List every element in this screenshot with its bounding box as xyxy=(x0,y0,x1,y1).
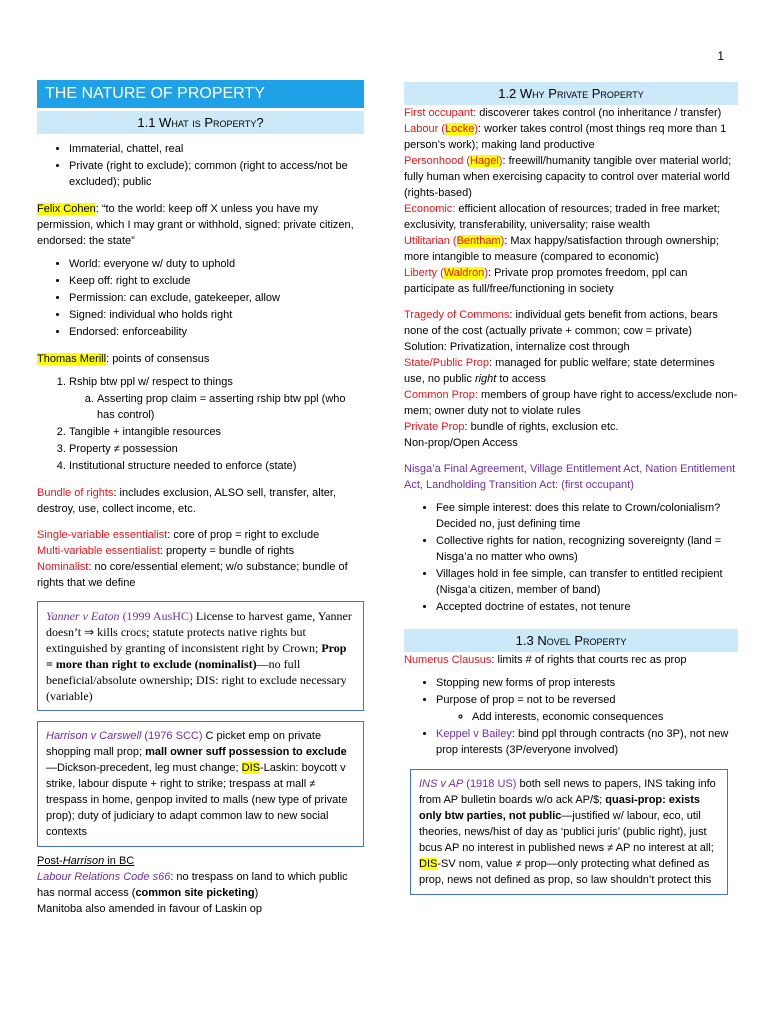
property-types-list xyxy=(37,141,364,190)
tragedy-paragraph: Tragedy of Commons: individual gets benefit from actions, bears none of the cost (actually private + common; cow = private) xyxy=(404,309,718,337)
merill-paragraph: Thomas Merill: points of consensus xyxy=(37,353,210,365)
list-item: • Fee simple interest: does this relate to Crown/colonialism? Decided no, just defining time xyxy=(436,500,738,532)
section-1-2-heading: 1.2 Why Private Property xyxy=(404,82,738,105)
list-item: • Stopping new forms of prop interests xyxy=(436,675,738,691)
list-item: • Immaterial, chattel, real xyxy=(69,141,364,157)
list-item: • Purpose of prop = not to be reversed ◦ Add interests, economic consequences xyxy=(436,692,738,725)
multi-variable-paragraph: Multi-variable essentialist: property = bundle of rights xyxy=(37,545,295,557)
cohen-name: Felix Cohen xyxy=(37,203,96,215)
first-occupant-paragraph: First occupant: discoverer takes control (no inheritance / transfer) xyxy=(404,107,722,119)
single-variable-paragraph: Single-variable essentialist: core of prop = right to exclude xyxy=(37,529,320,541)
harrison-case-box: Harrison v Carswell (1976 SCC) C picket emp on private shopping mall prop; mall owner suff possession to exclude—Dickson-precedent, leg must change; DIS-Laskin: boycott v strike, labour dispute + right to strike; trespass at mall ≠ trespass in home, genpop invited to malls (new type of private prop); duty of judiciary to adapt common law to new social contexts xyxy=(37,721,364,847)
list-item: ◦ Add interests, economic consequences xyxy=(472,709,738,725)
ins-case-box: INS v AP (1918 US) both sell news to papers, INS taking info from AP bulletin boards w/o ack AP/$; quasi-prop: exists only btw parties, not public—justified w/ labour, eco, util theories, news/hist of day as ‘publici juris’ (public right), just bcus AP no interest in published news ≠ AP no interest at all; DIS-SV nom, value ≠ prop—only protecting what defined as prop, news not defined as prop, so law shouldn’t protect this xyxy=(410,769,728,895)
list-item: 3. Property ≠ possession xyxy=(69,441,364,457)
yanner-case-box: Yanner v Eaton (1999 AusHC) License to harvest game, Yanner doesn’t ⇒ kills crocs; statute protects native rights but extinguished by granting of inconsistent right by Crown; Prop = more than right to exclude (nominalist)—no full beneficial/absolute ownership; DIS: right to exclude necessary (variable) xyxy=(37,601,364,711)
personhood-paragraph: Personhood (Hagel): freewill/humanity tangible over material world; fully human when exercising capacity to control over material world (rights-based) xyxy=(404,155,732,199)
list-item: 1. Rship btw ppl w/ respect to things a. Asserting prop claim = asserting rship btw ppl (who has control) xyxy=(69,374,364,423)
merill-list xyxy=(37,374,364,474)
merill-name: Thomas Merill xyxy=(37,353,107,365)
common-prop-paragraph: Common Prop: members of group have right to access/exclude non-mem; owner duty not to violate rules xyxy=(404,389,738,417)
harrison-case-name: Harrison v Carswell xyxy=(46,730,142,742)
manitoba-paragraph: Manitoba also amended in favour of Laskin op xyxy=(37,903,263,915)
keppel-case-name: Keppel v Bailey xyxy=(436,728,512,740)
liberty-paragraph: Liberty (Waldron): Private prop promotes freedom, ppl can participate as full/free/functioning in society xyxy=(404,267,688,295)
cohen-paragraph: Felix Cohen: “to the world: keep off X unless you have my permission, which I may grant or withhold, signed: private citizen, endorsed: the state” xyxy=(37,203,354,247)
nonprop-paragraph: Non-prop/Open Access xyxy=(404,437,518,449)
solution-paragraph: Solution: Privatization, internalize cost through xyxy=(404,341,630,353)
list-item: • Collective rights for nation, recognizing sovereignty (land = Nisga’a no matter who owns) xyxy=(436,533,738,565)
list-item: • Keppel v Bailey: bind ppl through contracts (no 3P), not new prop interests (3P/everyone involved) xyxy=(436,726,738,758)
list-item: • Private (right to exclude); common (right to access/not be excluded); public xyxy=(69,158,364,190)
document-title: THE NATURE OF PROPERTY xyxy=(37,80,364,108)
list-item: 4. Institutional structure needed to enforce (state) xyxy=(69,458,364,474)
yanner-case-name: Yanner v Eaton xyxy=(46,609,120,623)
bundle-paragraph: Bundle of rights: includes exclusion, ALSO sell, transfer, alter, destroy, use, collect income, etc. xyxy=(37,487,336,515)
list-item: • Permission: can exclude, gatekeeper, allow xyxy=(69,290,364,306)
nisga-points-list xyxy=(404,500,738,615)
list-item: • Signed: individual who holds right xyxy=(69,307,364,323)
list-item: • Endorsed: enforceability xyxy=(69,324,364,340)
list-item: • Villages hold in fee simple, can transfer to entitled recipient (Nisga’a citizen, member of band) xyxy=(436,566,738,598)
left-column xyxy=(37,80,364,917)
novel-prop-list xyxy=(404,675,738,758)
post-harrison-heading: Post-Harrison in BC xyxy=(37,855,135,867)
right-column xyxy=(404,80,738,895)
lrc-paragraph: Labour Relations Code s66: no trespass on land to which public has normal access (common site picketing) xyxy=(37,871,348,899)
labour-paragraph: Labour (Locke): worker takes control (most things req more than 1 person’s work); making land productive xyxy=(404,123,727,151)
cohen-points-list xyxy=(37,256,364,340)
utilitarian-paragraph: Utilitarian (Bentham): Max happy/satisfaction through ownership; more intangible to measure (compared to economic) xyxy=(404,235,719,263)
list-item: 2. Tangible + intangible resources xyxy=(69,424,364,440)
state-prop-paragraph: State/Public Prop: managed for public welfare; state determines use, no public right to access xyxy=(404,357,715,385)
nominalist-paragraph: Nominalist: no core/essential element; w/o substance; bundle of rights that we define xyxy=(37,561,348,589)
list-item: • Accepted doctrine of estates, not tenure xyxy=(436,599,738,615)
nisga-heading: Nisga’a Final Agreement, Village Entitlement Act, Nation Entitlement Act, Landholding Transition Act: (first occupant) xyxy=(404,463,736,491)
list-item: • World: everyone w/ duty to uphold xyxy=(69,256,364,272)
numerus-paragraph: Numerus Clausus: limits # of rights that courts rec as prop xyxy=(404,654,687,666)
economic-paragraph: Economic: efficient allocation of resources; traded in free market; exclusivity, transferability, universality; raise wealth xyxy=(404,203,720,231)
page-number: 1 xyxy=(717,49,724,63)
section-1-1-heading: 1.1 What is Property? xyxy=(37,111,364,134)
list-item: a. Asserting prop claim = asserting rship btw ppl (who has control) xyxy=(97,391,364,423)
section-1-3-heading: 1.3 Novel Property xyxy=(404,629,738,652)
list-item: • Keep off: right to exclude xyxy=(69,273,364,289)
private-prop-paragraph: Private Prop: bundle of rights, exclusion etc. xyxy=(404,421,619,433)
ins-case-name: INS v AP xyxy=(419,778,464,790)
